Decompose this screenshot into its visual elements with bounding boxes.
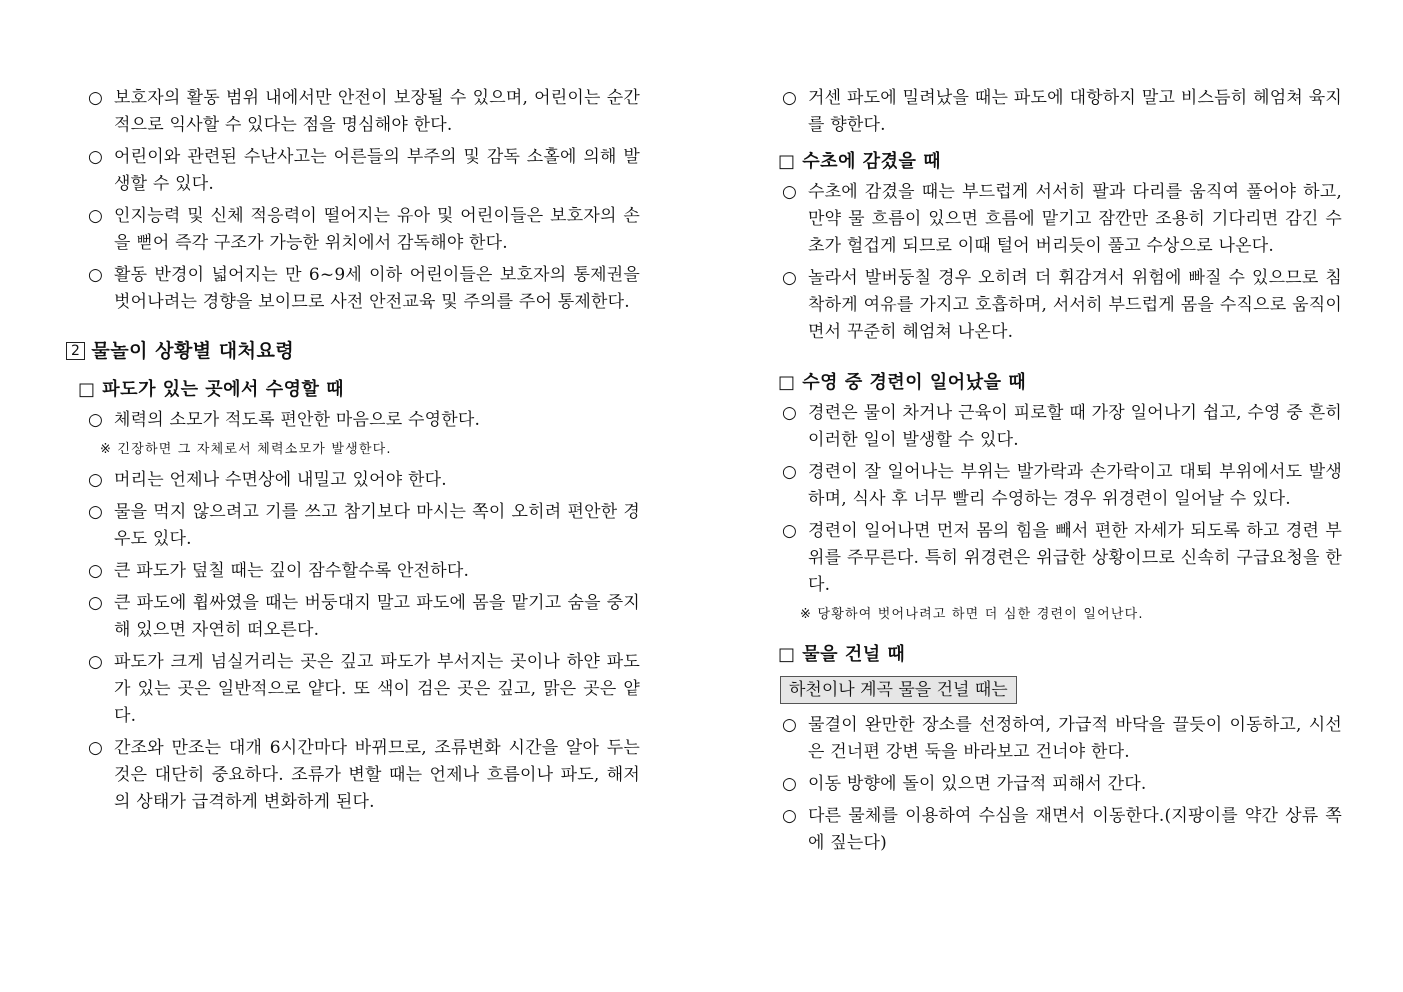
list-item-text: 경련은 물이 차거나 근육이 피로할 때 가장 일어나기 쉽고, 수영 중 흔히 이러한 일이 발생할 수 있다. (808, 403, 1342, 450)
right-column (778, 85, 1342, 862)
circle-bullet-icon: ○ (782, 774, 798, 794)
waves-bullet-list (88, 467, 640, 816)
list-item (88, 558, 640, 585)
section-heading (66, 336, 640, 363)
list-item (88, 649, 640, 730)
circle-bullet-icon: ○ (782, 521, 798, 541)
reference-mark-icon: ※ (800, 607, 813, 622)
circle-bullet-icon: ○ (88, 147, 104, 167)
list-item-text: 수초에 감겼을 때는 부드럽게 서서히 팔과 다리를 움직여 풀어야 하고, 만약 물 흐름이 있으면 흐름에 맡기고 잠깐만 조용히 기다리면 감긴 수초가 헐겁게 되므로 이때 털어 버리듯이 풀고 수상으로 나온다. (808, 182, 1342, 256)
note: ※ 당황하여 벗어나려고 하면 더 심한 경련이 일어난다. (800, 607, 1144, 622)
list-item: ○ 체력의 소모가 적도록 편안한 마음으로 수영한다. (88, 407, 640, 434)
list-item (88, 262, 640, 316)
intro-bullet-list (88, 85, 640, 316)
circle-bullet-icon: ○ (88, 652, 104, 672)
left-column (71, 85, 640, 821)
list-item-text: 다른 물체를 이용하여 수심을 재면서 이동한다.(지팡이를 약간 상류 쪽에 짚는다) (808, 806, 1342, 853)
circle-bullet-icon: ○ (88, 470, 104, 490)
list-item (88, 467, 640, 494)
list-item: ○ 거센 파도에 밀려났을 때는 파도에 대항하지 말고 비스듬히 헤엄쳐 육지를 향한다. (782, 85, 1342, 139)
circle-bullet-icon: ○ (782, 403, 798, 423)
crossing-label-box: 하천이나 계곡 물을 건널 때는 (780, 676, 1017, 704)
list-item-text: 놀라서 발버둥칠 경우 오히려 더 휘감겨서 위험에 빠질 수 있으므로 침착하게 여유를 가지고 호흡하며, 서서히 부드럽게 몸을 수직으로 움직이면서 꾸준히 헤엄쳐 나온다. (808, 268, 1342, 342)
note: ※ 긴장하면 그 자체로서 체력소모가 발생한다. (100, 442, 392, 457)
list-item (88, 735, 640, 816)
circle-bullet-icon: ○ (782, 715, 798, 735)
checkbox-square-icon: □ (78, 379, 96, 400)
list-item-text: 머리는 언제나 수면상에 내밀고 있어야 한다. (114, 470, 447, 490)
subheading-cramp: □ 수영 중 경련이 일어났을 때 (778, 372, 1027, 393)
circle-bullet-icon: ○ (88, 738, 104, 758)
circle-bullet-icon: ○ (88, 88, 104, 108)
circle-bullet-icon: ○ (782, 462, 798, 482)
list-item-text: 어린이와 관련된 수난사고는 어른들의 부주의 및 감독 소홀에 의해 발생할 수 있다. (114, 147, 640, 194)
circle-bullet-icon: ○ (88, 561, 104, 581)
subheading-seaweed: □ 수초에 감겼을 때 (778, 151, 942, 172)
list-item (782, 771, 1342, 798)
list-item-text: 큰 파도가 덮칠 때는 깊이 잠수할수록 안전하다. (114, 561, 470, 581)
list-item (782, 803, 1342, 857)
list-item-text: 인지능력 및 신체 적응력이 떨어지는 유아 및 어린이들은 보호자의 손을 뻗어 즉각 구조가 가능한 위치에서 감독해야 한다. (114, 206, 640, 253)
circle-bullet-icon: ○ (88, 502, 104, 522)
list-item-text: 경련이 잘 일어나는 부위는 발가락과 손가락이고 대퇴 부위에서도 발생하며, 식사 후 너무 빨리 수영하는 경우 위경련이 일어날 수 있다. (808, 462, 1342, 509)
section-heading-text: 물놀이 상황별 대처요령 (91, 340, 295, 362)
checkbox-square-icon: □ (778, 151, 796, 172)
list-item-text: 물결이 완만한 장소를 선정하여, 가급적 바닥을 끌듯이 이동하고, 시선은 건너편 강변 둑을 바라보고 건너야 한다. (808, 715, 1342, 762)
list-item-text: 이동 방향에 돌이 있으면 가급적 피해서 간다. (808, 774, 1147, 794)
list-item (88, 85, 640, 139)
list-item-text: 보호자의 활동 범위 내에서만 안전이 보장될 수 있으며, 어린이는 순간적으로 익사할 수 있다는 점을 명심해야 한다. (114, 88, 640, 135)
reference-mark-icon: ※ (100, 442, 113, 457)
circle-bullet-icon: ○ (782, 268, 798, 288)
circle-bullet-icon: ○ (782, 88, 798, 108)
list-item-text: 간조와 만조는 대개 6시간마다 바뀌므로, 조류변화 시간을 알아 두는 것은 대단히 중요하다. 조류가 변할 때는 언제나 흐름이나 파도, 해저의 상태가 급격하게 변화하게 된다. (114, 738, 640, 812)
circle-bullet-icon: ○ (88, 593, 104, 613)
list-item (782, 712, 1342, 766)
seaweed-bullet-list (782, 179, 1342, 346)
list-item-text: 파도가 크게 넘실거리는 곳은 깊고 파도가 부서지는 곳이나 하얀 파도가 있는 곳은 일반적으로 얕다. 또 색이 검은 곳은 깊고, 맑은 곳은 얕다. (114, 652, 640, 726)
list-item (88, 499, 640, 553)
crossing-bullet-list (782, 712, 1342, 857)
circle-bullet-icon: ○ (88, 206, 104, 226)
list-item (782, 400, 1342, 454)
circle-bullet-icon: ○ (88, 265, 104, 285)
section-number: 2 (66, 342, 85, 360)
list-item (782, 179, 1342, 260)
list-item (88, 590, 640, 644)
circle-bullet-icon: ○ (88, 410, 104, 430)
list-item (782, 459, 1342, 513)
circle-bullet-icon: ○ (782, 182, 798, 202)
list-item (782, 265, 1342, 346)
list-item-text: 경련이 일어나면 먼저 몸의 힘을 빼서 편한 자세가 되도록 하고 경련 부위를 주무른다. 특히 위경련은 위급한 상황이므로 신속히 구급요청을 한다. (808, 521, 1342, 595)
circle-bullet-icon: ○ (782, 806, 798, 826)
checkbox-square-icon: □ (778, 372, 796, 393)
list-item (782, 518, 1342, 599)
list-item (88, 203, 640, 257)
list-item-text: 활동 반경이 넓어지는 만 6~9세 이하 어린이들은 보호자의 통제권을 벗어나려는 경향을 보이므로 사전 안전교육 및 주의를 주어 통제한다. (114, 265, 640, 312)
cramp-bullet-list (782, 400, 1342, 599)
subheading-crossing: □ 물을 건널 때 (778, 644, 906, 665)
list-item-text: 큰 파도에 휩싸였을 때는 버둥대지 말고 파도에 몸을 맡기고 숨을 중지해 있으면 자연히 떠오른다. (114, 593, 640, 640)
list-item (88, 144, 640, 198)
list-item-text: 물을 먹지 않으려고 기를 쓰고 참기보다 마시는 쪽이 오히려 편안한 경우도 있다. (114, 502, 640, 549)
checkbox-square-icon: □ (778, 644, 796, 665)
subheading-waves: □ 파도가 있는 곳에서 수영할 때 (78, 379, 345, 400)
